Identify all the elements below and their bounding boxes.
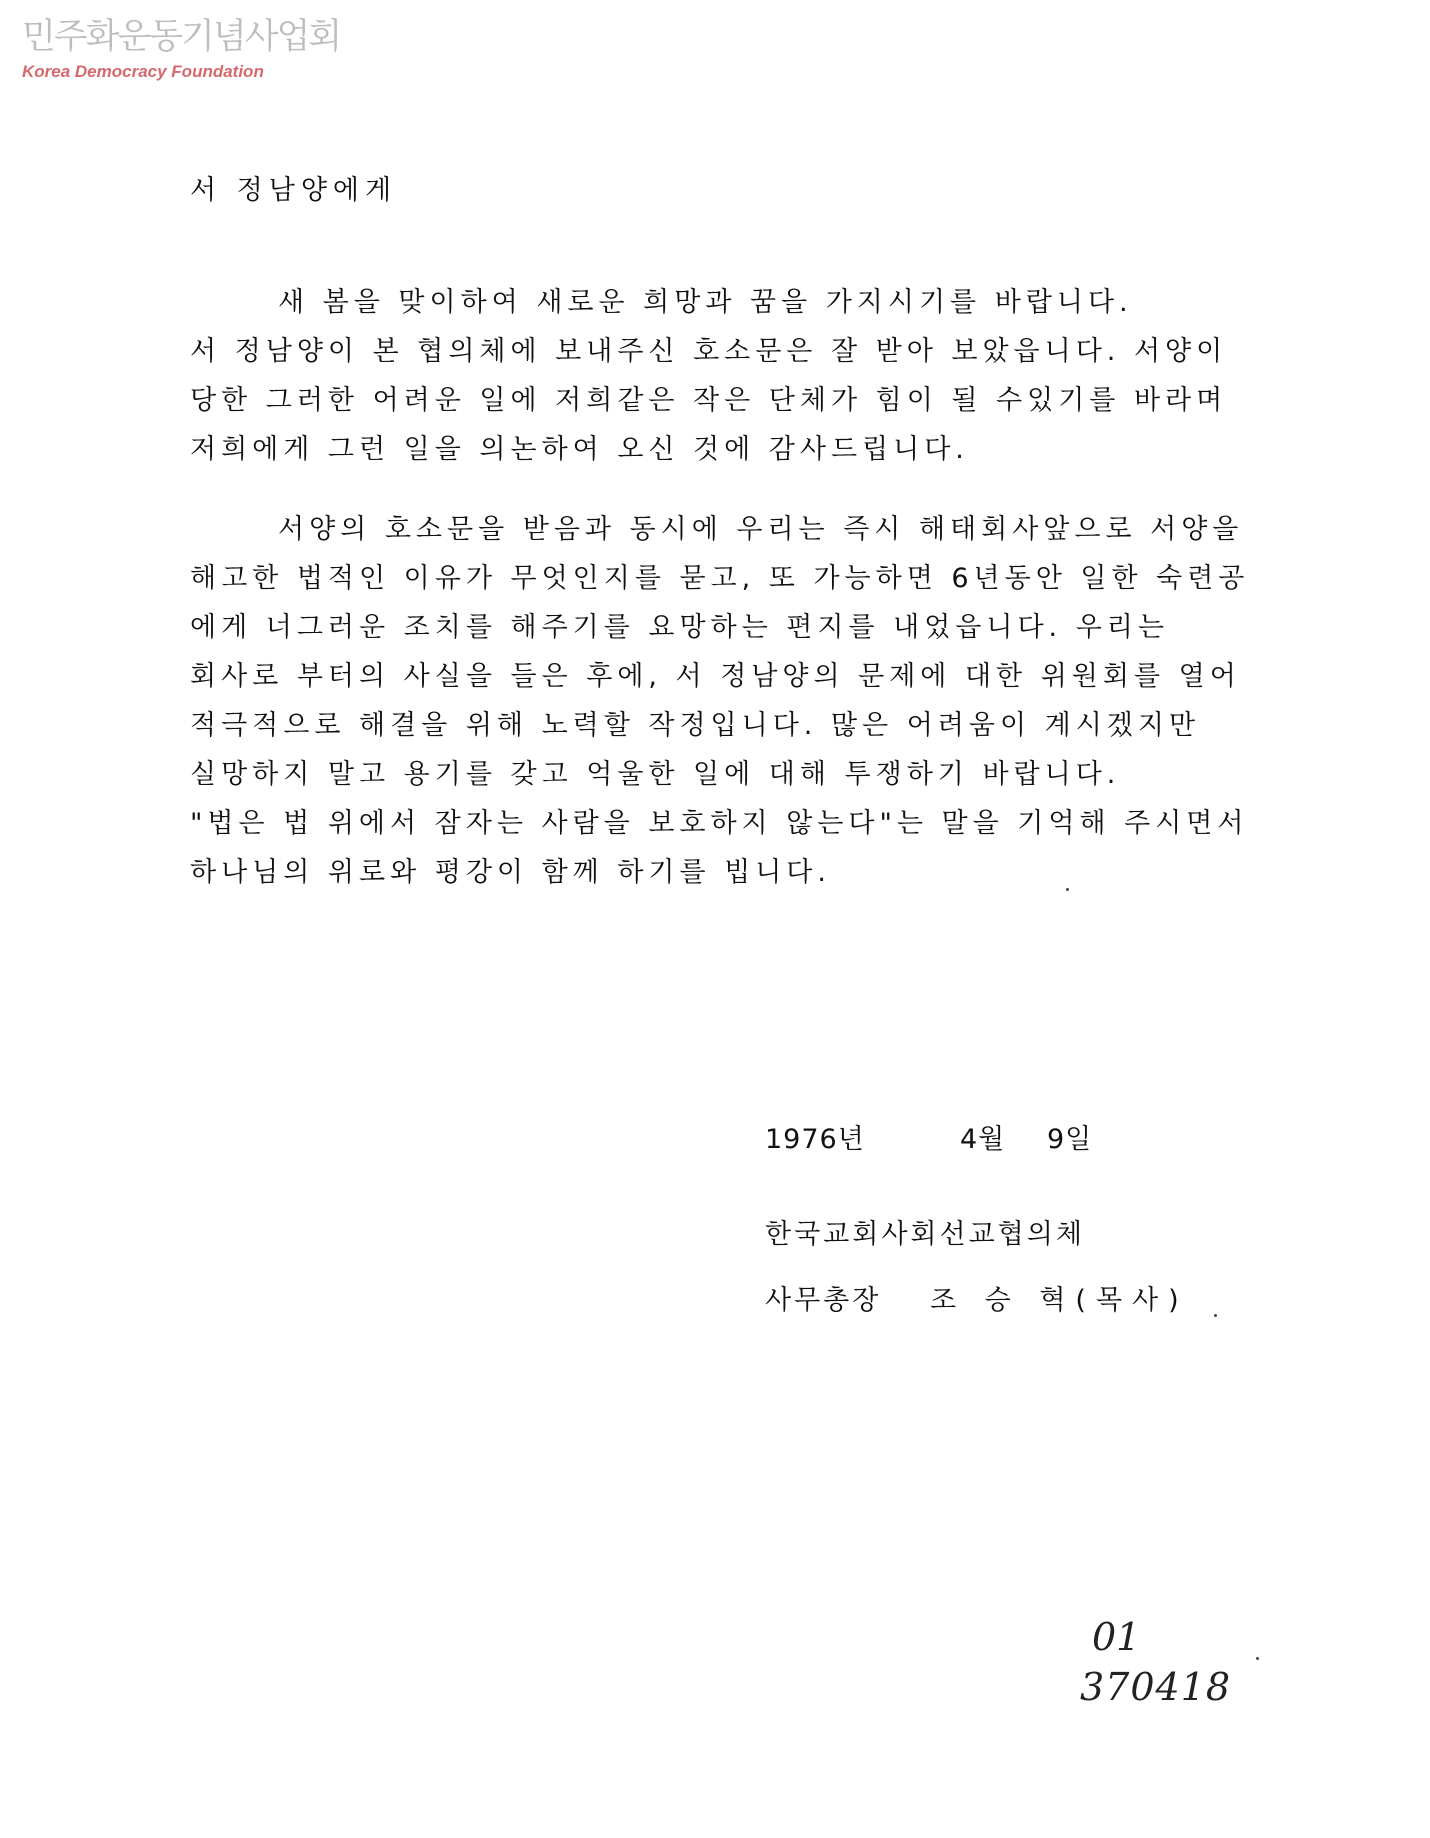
handwritten-note-line-2: 370418	[1080, 1665, 1232, 1709]
scan-speck	[1214, 1314, 1217, 1317]
handwritten-note-line-1: 01	[1092, 1615, 1141, 1659]
text-line: 실망하지 말고 용기를 갖고 억울한 일에 대해 투쟁하기 바랍니다.	[190, 759, 1121, 790]
text-line: 서 정남양이 본 협의체에 보내주신 호소문은 잘 받아 보았읍니다. 서양이	[190, 336, 1228, 367]
text-line: 저희에게 그런 일을 의논하여 오신 것에 감사드립니다.	[190, 434, 969, 465]
signer-name: 조 승 혁(목사)	[930, 1285, 1189, 1316]
text-line: 적극적으로 해결을 위해 노력할 작정입니다. 많은 어려움이 계시겠지만	[190, 710, 1201, 741]
date-month: 4월	[960, 1124, 1006, 1155]
text-line: 새 봄을 맞이하여 새로운 희망과 꿈을 가지시기를 바랍니다.	[278, 287, 1133, 318]
organization-name: 한국교회사회선교협의체	[765, 1219, 1085, 1250]
signer-title: 사무총장	[765, 1285, 882, 1316]
text-line: 하나님의 위로와 평강이 함께 하기를 빕니다.	[190, 857, 831, 888]
letter-paragraph-1	[190, 278, 1280, 474]
letter-paragraph-2	[190, 505, 1280, 897]
salutation: 서 정남양에게	[190, 175, 398, 206]
text-line: "법은 법 위에서 잠자는 사람을 보호하지 않는다"는 말을 기억해 주시면서	[190, 808, 1249, 839]
text-line: 당한 그러한 어려운 일에 저희같은 작은 단체가 힘이 될 수있기를 바라며	[190, 385, 1228, 416]
text-line: 해고한 법적인 이유가 무엇인지를 묻고, 또 가능하면 6년동안 일한 숙련공	[190, 563, 1250, 594]
scan-speck	[1256, 1657, 1259, 1660]
text-line: 회사로 부터의 사실을 들은 후에, 서 정남양의 문제에 대한 위원회를 열어	[190, 661, 1241, 692]
date-day: 9일	[1047, 1124, 1093, 1155]
date-year: 1976년	[765, 1124, 865, 1155]
text-line: 에게 너그러운 조치를 해주기를 요망하는 편지를 내었읍니다. 우리는	[190, 612, 1169, 643]
scan-speck	[1066, 888, 1069, 891]
watermark-english: Korea Democracy Foundation	[22, 62, 264, 81]
watermark-korean: 민주화운동기념사업회	[22, 17, 341, 57]
text-line: 서양의 호소문을 받음과 동시에 우리는 즉시 해태회사앞으로 서양을	[278, 514, 1244, 545]
watermark	[22, 16, 340, 82]
